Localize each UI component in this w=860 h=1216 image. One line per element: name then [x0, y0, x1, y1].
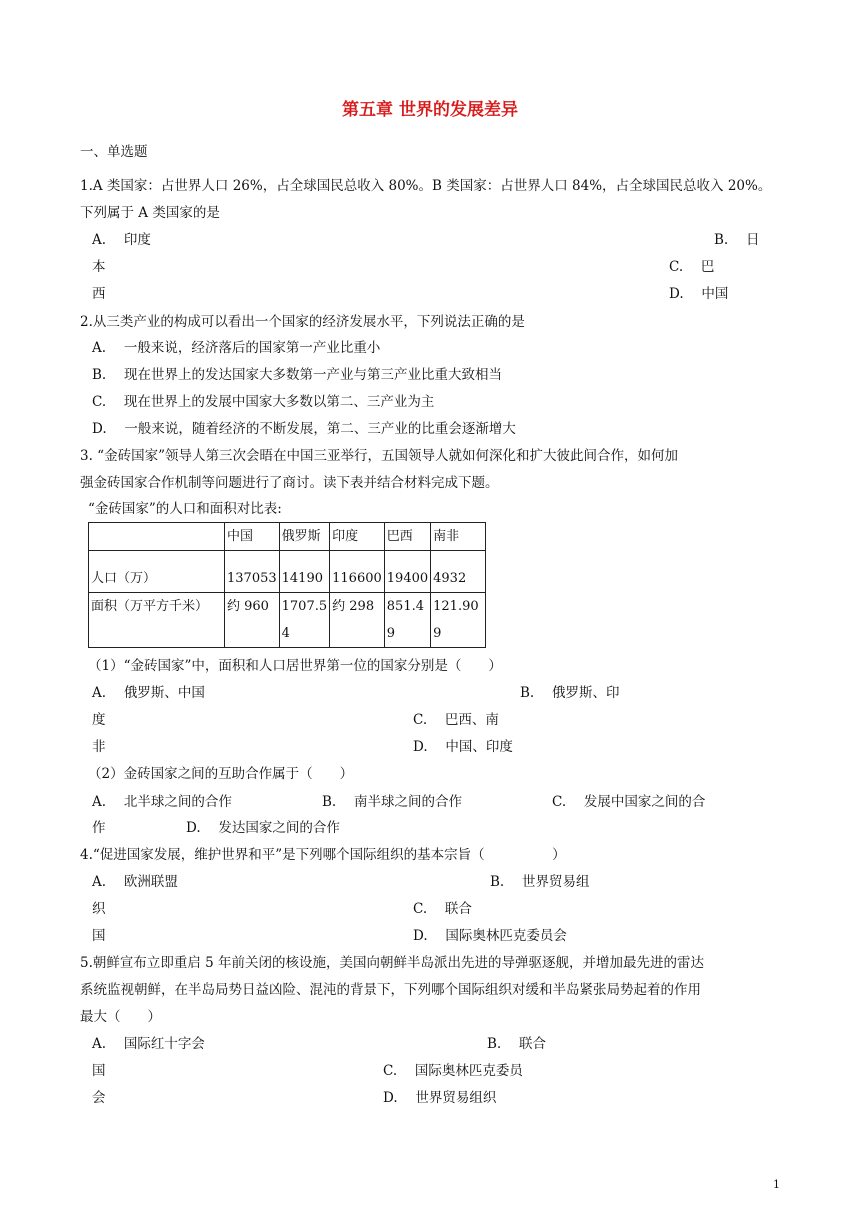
q3-sub2-option-a: A. 北半球之间的合作 [92, 794, 232, 810]
q5-option-c: C. 国际奥林匹克委员 [383, 1063, 523, 1079]
q2-option-a: A. 一般来说，经济落后的国家第一产业比重小 [92, 340, 381, 356]
table-cell: 1707.5 4 [279, 593, 330, 648]
table-cell: 面积（万平方千米） [89, 593, 225, 648]
q5-stem-line2: 系统监视朝鲜，在半岛局势日益凶险、混沌的背景下，下列哪个国际组织对缓和半岛紧张局势起着的作用 [80, 982, 701, 998]
q1-option-d: D. 中国 [669, 286, 729, 302]
q5-option-c-continued: 会 [92, 1090, 106, 1106]
q3-sub1-option-c: C. 巴西、南 [413, 712, 499, 728]
table-header-cell: 印度 [330, 523, 385, 551]
table-cell: 116600 [330, 551, 385, 593]
section-heading: 一、单选题 [80, 144, 148, 160]
table-header-cell: 南非 [431, 523, 486, 551]
q3-sub2-stem: （2）金砖国家之间的互助合作属于（ ） [88, 766, 354, 782]
q4-option-a: A. 欧洲联盟 [92, 874, 178, 890]
q3-stem-line2: 强金砖国家合作机制等问题进行了商讨。读下表并结合材料完成下题。 [80, 475, 499, 491]
table-cell: 137053 [225, 551, 280, 593]
q5-option-a: A. 国际红十字会 [92, 1036, 205, 1052]
table-caption: “金砖国家”的人口和面积对比表: [88, 501, 282, 517]
q4-stem: 4.“促进国家发展，维护世界和平”是下列哪个国际组织的基本宗旨（ ） [80, 847, 566, 863]
table-header-cell: 俄罗斯 [279, 523, 330, 551]
q4-option-b-continued: 织 [92, 901, 106, 917]
q4-option-c: C. 联合 [413, 901, 472, 917]
q3-sub1-option-c-continued: 非 [92, 739, 106, 755]
table-cell: 19400 [384, 551, 430, 593]
table-cell: 约 960 [225, 593, 280, 648]
table-row [89, 593, 486, 648]
table-header-cell: 中国 [225, 523, 280, 551]
q1-option-c: C. 巴 [669, 259, 715, 275]
table-cell: 851.4 9 [384, 593, 430, 648]
q2-option-d: D. 一般来说，随着经济的不断发展，第二、三产业的比重会逐渐增大 [92, 421, 516, 437]
q5-option-b-continued: 国 [92, 1063, 106, 1079]
q3-sub1-option-a: A. 俄罗斯、中国 [92, 685, 205, 701]
q3-sub2-option-d: D. 发达国家之间的合作 [186, 820, 340, 836]
table-cell: 约 298 [330, 593, 385, 648]
q3-sub1-stem: （1）“金砖国家”中，面积和人口居世界第一位的国家分别是（ ） [88, 658, 502, 674]
comparison-table [88, 522, 486, 648]
q2-option-c: C. 现在世界上的发展中国家大多数以第二、三产业为主 [92, 394, 435, 410]
q3-sub2-option-c: C. 发展中国家之间的合 [552, 794, 706, 810]
q2-stem: 2.从三类产业的构成可以看出一个国家的经济发展水平，下列说法正确的是 [80, 314, 525, 330]
table-cell: 121.90 9 [431, 593, 486, 648]
table-cell: 人口（万） [89, 551, 225, 593]
q1-option-a: A. 印度 [92, 232, 151, 248]
q4-option-c-continued: 国 [92, 928, 106, 944]
q1-option-c-continued: 西 [92, 286, 106, 302]
table-header-row [89, 523, 486, 551]
q1-stem-line2: 下列属于 A 类国家的是 [80, 205, 220, 221]
q2-option-b: B. 现在世界上的发达国家大多数第一产业与第三产业比重大致相当 [92, 367, 503, 383]
q4-option-b: B. 世界贸易组 [490, 874, 590, 890]
q3-sub2-option-c-continued: 作 [92, 820, 106, 836]
q1-option-b-continued: 本 [92, 259, 106, 275]
q5-option-b: B. 联合 [487, 1036, 547, 1052]
q5-option-d: D. 世界贸易组织 [383, 1090, 497, 1106]
page-title: 第五章 世界的发展差异 [342, 100, 518, 120]
table-row [89, 551, 486, 593]
q5-stem-line3: 最大（ ） [80, 1009, 161, 1025]
q3-sub1-option-b-continued: 度 [92, 712, 106, 728]
q3-sub2-option-b: B. 南半球之间的合作 [322, 794, 463, 810]
q5-stem-line1: 5.朝鲜宣布立即重启 5 年前关闭的核设施，美国向朝鲜半岛派出先进的导弹驱逐舰，并增加最先进的雷达 [80, 955, 705, 971]
table-cell: 4932 [431, 551, 486, 593]
q4-option-d: D. 国际奥林匹克委员会 [413, 928, 567, 944]
q1-stem-line1: 1.A 类国家：占世界人口 26%，占全球国民总收入 80%。B 类国家：占世界人口 84%，占全球国民总收入 20%。 [80, 178, 772, 194]
table-header-cell [89, 523, 225, 551]
q3-sub1-option-d: D. 中国、印度 [413, 739, 513, 755]
q1-option-b: B. 日 [714, 232, 760, 248]
table-header-cell: 巴西 [384, 523, 430, 551]
q3-sub1-option-b: B. 俄罗斯、印 [520, 685, 620, 701]
q3-stem-line1: 3. “金砖国家”领导人第三次会晤在中国三亚举行，五国领导人就如何深化和扩大彼此间合作，如何加 [80, 448, 678, 464]
table-cell: 14190 [279, 551, 330, 593]
page-number: 1 [773, 1178, 780, 1191]
